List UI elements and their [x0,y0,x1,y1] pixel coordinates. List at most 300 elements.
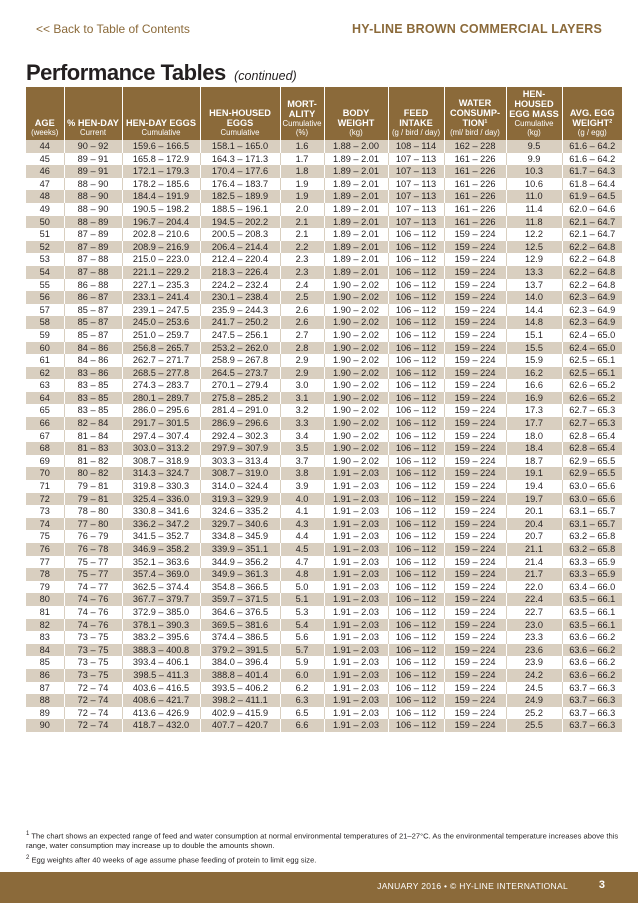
footnote-2-text: Egg weights after 40 weeks of age assume phase feeding of protein to limit egg size. [31,855,317,865]
table-cell: 303.3 – 313.4 [200,455,280,468]
table-cell: 339.9 – 351.1 [200,543,280,556]
footnotes [26,830,622,868]
table-cell: 64 [26,392,64,405]
table-cell: 159 – 224 [444,379,506,392]
table-cell: 1.89 – 2.01 [324,165,388,178]
table-cell: 159 – 224 [444,480,506,493]
table-cell: 159 – 224 [444,493,506,506]
table-cell: 280.1 – 289.7 [122,392,200,405]
table-cell: 2.4 [280,279,324,292]
table-cell: 12.5 [506,241,562,254]
table-cell: 372.9 – 385.0 [122,606,200,619]
table-cell: 336.2 – 347.2 [122,518,200,531]
table-cell: 108 – 114 [388,140,444,153]
table-row [26,253,622,266]
table-cell: 398.2 – 411.1 [200,694,280,707]
table-cell: 75 – 77 [64,568,122,581]
table-row [26,279,622,292]
table-cell: 159 – 224 [444,543,506,556]
table-cell: 319.3 – 329.9 [200,493,280,506]
table-cell: 82 – 84 [64,417,122,430]
table-cell: 106 – 112 [388,543,444,556]
table-cell: 159 – 224 [444,568,506,581]
table-cell: 159 – 224 [444,417,506,430]
table-cell: 62.4 – 65.0 [562,329,622,342]
table-cell: 2.6 [280,316,324,329]
column-header [26,87,64,140]
table-cell: 87 – 89 [64,241,122,254]
table-cell: 5.0 [280,581,324,594]
table-cell: 303.0 – 313.2 [122,442,200,455]
table-cell: 53 [26,253,64,266]
table-cell: 63 [26,379,64,392]
table-cell: 73 – 75 [64,644,122,657]
table-row [26,505,622,518]
table-cell: 106 – 112 [388,442,444,455]
table-cell: 1.91 – 2.03 [324,480,388,493]
table-cell: 68 [26,442,64,455]
table-cell: 262.7 – 271.7 [122,354,200,367]
table-cell: 62.3 – 64.9 [562,291,622,304]
table-cell: 106 – 112 [388,568,444,581]
column-header-label: BODY WEIGHT [337,108,375,128]
table-cell: 22.4 [506,593,562,606]
table-row [26,480,622,493]
table-cell: 159 – 224 [444,354,506,367]
table-cell: 4.1 [280,505,324,518]
table-cell: 161 – 226 [444,203,506,216]
table-cell: 1.91 – 2.03 [324,556,388,569]
table-cell: 1.89 – 2.01 [324,253,388,266]
table-cell: 63.1 – 65.7 [562,505,622,518]
table-cell: 106 – 112 [388,581,444,594]
table-cell: 66 [26,417,64,430]
table-cell: 106 – 112 [388,392,444,405]
column-header [444,87,506,140]
table-cell: 196.7 – 204.4 [122,216,200,229]
table-cell: 159 – 224 [444,228,506,241]
table-cell: 178.2 – 185.6 [122,178,200,191]
table-cell: 314.3 – 324.7 [122,467,200,480]
table-cell: 63.7 – 66.3 [562,694,622,707]
table-cell: 106 – 112 [388,707,444,720]
table-cell: 6.6 [280,719,324,732]
table-cell: 239.1 – 247.5 [122,304,200,317]
table-cell: 275.8 – 285.2 [200,392,280,405]
table-cell: 65 [26,404,64,417]
table-cell: 106 – 112 [388,379,444,392]
table-cell: 319.8 – 330.3 [122,480,200,493]
table-cell: 1.90 – 2.02 [324,367,388,380]
table-cell: 106 – 112 [388,342,444,355]
table-cell: 1.91 – 2.03 [324,593,388,606]
column-header-sublabel: (ml/ bird / day) [450,128,500,137]
table-cell: 62 [26,367,64,380]
table-row [26,442,622,455]
table-cell: 1.89 – 2.01 [324,266,388,279]
table-cell: 89 – 91 [64,153,122,166]
table-cell: 63.0 – 65.6 [562,493,622,506]
table-cell: 62.3 – 64.9 [562,304,622,317]
table-cell: 23.9 [506,656,562,669]
table-cell: 85 – 87 [64,304,122,317]
table-cell: 403.6 – 416.5 [122,682,200,695]
table-row [26,165,622,178]
table-cell: 12.2 [506,228,562,241]
table-cell: 388.8 – 401.4 [200,669,280,682]
table-cell: 106 – 112 [388,455,444,468]
table-body [26,140,622,732]
table-cell: 256.8 – 265.7 [122,342,200,355]
table-cell: 1.89 – 2.01 [324,203,388,216]
table-cell: 63.7 – 66.3 [562,707,622,720]
table-cell: 291.7 – 301.5 [122,417,200,430]
table-cell: 84 – 86 [64,342,122,355]
column-header-label: AVG. EGG WEIGHT² [569,108,615,128]
table-cell: 5.6 [280,631,324,644]
column-header-sublabel: Cumulative (kg) [514,119,554,137]
table-row [26,342,622,355]
table-cell: 63.6 – 66.2 [562,631,622,644]
footnote-1-mark: 1 [26,831,30,837]
table-cell: 206.4 – 214.4 [200,241,280,254]
table-cell: 72 – 74 [64,707,122,720]
table-cell: 83 – 85 [64,392,122,405]
table-cell: 106 – 112 [388,593,444,606]
table-cell: 107 – 113 [388,216,444,229]
column-header-sublabel: Cumulative (%) [282,119,322,137]
table-cell: 23.0 [506,619,562,632]
table-cell: 159 – 224 [444,342,506,355]
table-cell: 1.89 – 2.01 [324,153,388,166]
table-cell: 393.4 – 406.1 [122,656,200,669]
table-cell: 90 – 92 [64,140,122,153]
table-cell: 46 [26,165,64,178]
table-cell: 106 – 112 [388,291,444,304]
table-cell: 251.0 – 259.7 [122,329,200,342]
table-row [26,568,622,581]
table-cell: 90 [26,719,64,732]
table-cell: 194.5 – 202.2 [200,216,280,229]
table-cell: 60 [26,342,64,355]
table-cell: 159 – 224 [444,593,506,606]
table-cell: 1.6 [280,140,324,153]
column-header-sublabel: (weeks) [31,128,59,137]
table-cell: 24.9 [506,694,562,707]
table-cell: 89 – 91 [64,165,122,178]
table-cell: 314.0 – 324.4 [200,480,280,493]
table-cell: 51 [26,228,64,241]
table-cell: 106 – 112 [388,253,444,266]
table-cell: 106 – 112 [388,682,444,695]
table-cell: 159 – 224 [444,367,506,380]
table-cell: 176.4 – 183.7 [200,178,280,191]
table-cell: 1.91 – 2.03 [324,694,388,707]
table-row [26,266,622,279]
table-cell: 106 – 112 [388,304,444,317]
table-cell: 1.9 [280,178,324,191]
table-cell: 1.89 – 2.01 [324,216,388,229]
table-cell: 2.7 [280,329,324,342]
table-cell: 106 – 112 [388,467,444,480]
table-cell: 85 [26,656,64,669]
table-cell: 16.9 [506,392,562,405]
table-cell: 1.89 – 2.01 [324,241,388,254]
table-cell: 81 [26,606,64,619]
table-cell: 159 – 224 [444,505,506,518]
table-cell: 21.4 [506,556,562,569]
table-cell: 1.91 – 2.03 [324,493,388,506]
table-cell: 76 [26,543,64,556]
table-cell: 159 – 224 [444,404,506,417]
title-row [26,60,626,90]
table-cell: 325.4 – 336.0 [122,493,200,506]
table-row [26,190,622,203]
table-cell: 208.9 – 216.9 [122,241,200,254]
table-cell: 258.9 – 267.8 [200,354,280,367]
table-cell: 88 – 90 [64,178,122,191]
table-cell: 63.2 – 65.8 [562,530,622,543]
table-cell: 1.90 – 2.02 [324,316,388,329]
column-header [64,87,122,140]
table-cell: 80 [26,593,64,606]
table-cell: 165.8 – 172.9 [122,153,200,166]
table-cell: 218.3 – 226.4 [200,266,280,279]
table-cell: 9.9 [506,153,562,166]
table-cell: 20.7 [506,530,562,543]
table-cell: 2.0 [280,203,324,216]
table-cell: 379.2 – 391.5 [200,644,280,657]
table-cell: 77 – 80 [64,518,122,531]
table-cell: 106 – 112 [388,316,444,329]
table-cell: 362.5 – 374.4 [122,581,200,594]
column-header [324,87,388,140]
table-cell: 1.90 – 2.02 [324,379,388,392]
table-cell: 1.91 – 2.03 [324,656,388,669]
table-cell: 1.90 – 2.02 [324,417,388,430]
table-cell: 61.9 – 64.5 [562,190,622,203]
table-cell: 159 – 224 [444,304,506,317]
table-cell: 62.2 – 64.8 [562,253,622,266]
column-header-sublabel: Current [80,128,106,137]
table-cell: 74 – 77 [64,581,122,594]
table-cell: 21.7 [506,568,562,581]
performance-table [26,87,622,732]
table-cell: 59 [26,329,64,342]
table-cell: 388.3 – 400.8 [122,644,200,657]
table-cell: 200.5 – 208.3 [200,228,280,241]
table-cell: 72 – 74 [64,694,122,707]
table-cell: 398.5 – 411.3 [122,669,200,682]
table-cell: 61 [26,354,64,367]
table-cell: 349.9 – 361.3 [200,568,280,581]
table-cell: 188.5 – 196.1 [200,203,280,216]
brand-title: HY-LINE BROWN COMMERCIAL LAYERS [352,22,602,36]
table-cell: 76 – 79 [64,530,122,543]
back-to-contents-link[interactable]: << Back to Table of Contents [36,22,190,36]
column-header-label: HEN-DAY EGGS [126,118,196,128]
table-cell: 62.6 – 65.2 [562,379,622,392]
table-cell: 164.3 – 171.3 [200,153,280,166]
table-cell: 76 – 78 [64,543,122,556]
table-cell: 1.91 – 2.03 [324,631,388,644]
table-cell: 2.1 [280,216,324,229]
table-cell: 61.8 – 64.4 [562,178,622,191]
table-cell: 106 – 112 [388,644,444,657]
table-cell: 159 – 224 [444,656,506,669]
table-cell: 5.3 [280,606,324,619]
table-cell: 247.5 – 256.1 [200,329,280,342]
table-row [26,291,622,304]
table-cell: 19.7 [506,493,562,506]
table-cell: 87 [26,682,64,695]
table-cell: 106 – 112 [388,241,444,254]
table-cell: 159 – 224 [444,442,506,455]
table-cell: 44 [26,140,64,153]
column-header-sublabel: Cumulative [220,128,260,137]
table-cell: 83 – 85 [64,404,122,417]
table-cell: 85 – 87 [64,316,122,329]
table-cell: 402.9 – 415.9 [200,707,280,720]
table-cell: 233.1 – 241.4 [122,291,200,304]
table-cell: 1.90 – 2.02 [324,291,388,304]
performance-table-container [26,87,622,732]
table-cell: 106 – 112 [388,480,444,493]
table-row [26,379,622,392]
table-cell: 106 – 112 [388,719,444,732]
table-cell: 63.5 – 66.1 [562,619,622,632]
table-row [26,354,622,367]
table-cell: 159 – 224 [444,467,506,480]
page-title: Performance Tables [26,60,226,85]
table-cell: 2.9 [280,354,324,367]
table-row [26,556,622,569]
table-cell: 2.6 [280,304,324,317]
table-cell: 281.4 – 291.0 [200,404,280,417]
table-cell: 63.0 – 65.6 [562,480,622,493]
table-cell: 107 – 113 [388,165,444,178]
table-cell: 15.1 [506,329,562,342]
table-cell: 63.3 – 65.9 [562,556,622,569]
table-row [26,329,622,342]
column-header-label: WATER CONSUMP-TION¹ [449,98,501,128]
table-cell: 393.5 – 406.2 [200,682,280,695]
table-cell: 62.1 – 64.7 [562,216,622,229]
table-cell: 14.8 [506,316,562,329]
table-cell: 202.8 – 210.6 [122,228,200,241]
table-cell: 1.91 – 2.03 [324,518,388,531]
table-cell: 83 [26,631,64,644]
table-cell: 18.4 [506,442,562,455]
table-row [26,392,622,405]
table-cell: 106 – 112 [388,631,444,644]
table-cell: 15.9 [506,354,562,367]
table-cell: 72 [26,493,64,506]
table-row [26,656,622,669]
table-cell: 79 – 81 [64,493,122,506]
table-cell: 71 [26,480,64,493]
table-cell: 47 [26,178,64,191]
table-cell: 170.4 – 177.6 [200,165,280,178]
table-cell: 241.7 – 250.2 [200,316,280,329]
table-cell: 161 – 226 [444,190,506,203]
table-cell: 159 – 224 [444,241,506,254]
table-cell: 107 – 113 [388,153,444,166]
table-cell: 85 – 87 [64,329,122,342]
table-cell: 61.7 – 64.3 [562,165,622,178]
table-cell: 159 – 224 [444,669,506,682]
table-cell: 274.3 – 283.7 [122,379,200,392]
table-cell: 62.2 – 64.8 [562,241,622,254]
table-cell: 106 – 112 [388,505,444,518]
table-row [26,228,622,241]
table-cell: 182.5 – 189.9 [200,190,280,203]
table-cell: 1.8 [280,165,324,178]
table-cell: 159 – 224 [444,266,506,279]
table-cell: 18.0 [506,430,562,443]
table-cell: 190.5 – 198.2 [122,203,200,216]
column-header [122,87,200,140]
table-cell: 161 – 226 [444,216,506,229]
table-row [26,644,622,657]
table-cell: 3.2 [280,404,324,417]
table-cell: 341.5 – 352.7 [122,530,200,543]
table-cell: 1.91 – 2.03 [324,644,388,657]
table-cell: 374.4 – 386.5 [200,631,280,644]
table-cell: 49 [26,203,64,216]
table-cell: 23.6 [506,644,562,657]
table-cell: 81 – 82 [64,455,122,468]
table-cell: 3.8 [280,467,324,480]
table-cell: 18.7 [506,455,562,468]
table-cell: 297.9 – 307.9 [200,442,280,455]
table-cell: 62.7 – 65.3 [562,417,622,430]
table-cell: 369.5 – 381.6 [200,619,280,632]
table-cell: 1.90 – 2.02 [324,279,388,292]
table-row [26,619,622,632]
table-cell: 3.7 [280,455,324,468]
table-cell: 45 [26,153,64,166]
table-cell: 268.5 – 277.8 [122,367,200,380]
table-row [26,304,622,317]
table-cell: 4.5 [280,543,324,556]
table-cell: 58 [26,316,64,329]
table-cell: 2.2 [280,241,324,254]
table-cell: 162 – 228 [444,140,506,153]
table-cell: 89 [26,707,64,720]
table-cell: 10.3 [506,165,562,178]
table-cell: 3.1 [280,392,324,405]
column-header-label: % HEN-DAY [67,118,119,128]
table-cell: 2.8 [280,342,324,355]
table-cell: 63.4 – 66.0 [562,581,622,594]
table-cell: 6.5 [280,707,324,720]
table-cell: 106 – 112 [388,619,444,632]
table-cell: 344.9 – 356.2 [200,556,280,569]
column-header-label: FEED INTAKE [399,108,433,128]
table-cell: 1.90 – 2.02 [324,329,388,342]
table-cell: 5.1 [280,593,324,606]
table-cell: 106 – 112 [388,329,444,342]
table-cell: 106 – 112 [388,430,444,443]
table-cell: 70 [26,467,64,480]
table-cell: 25.2 [506,707,562,720]
table-cell: 62.4 – 65.0 [562,342,622,355]
footnote-2 [26,854,622,865]
table-cell: 106 – 112 [388,694,444,707]
table-cell: 81 – 83 [64,442,122,455]
table-cell: 24.5 [506,682,562,695]
